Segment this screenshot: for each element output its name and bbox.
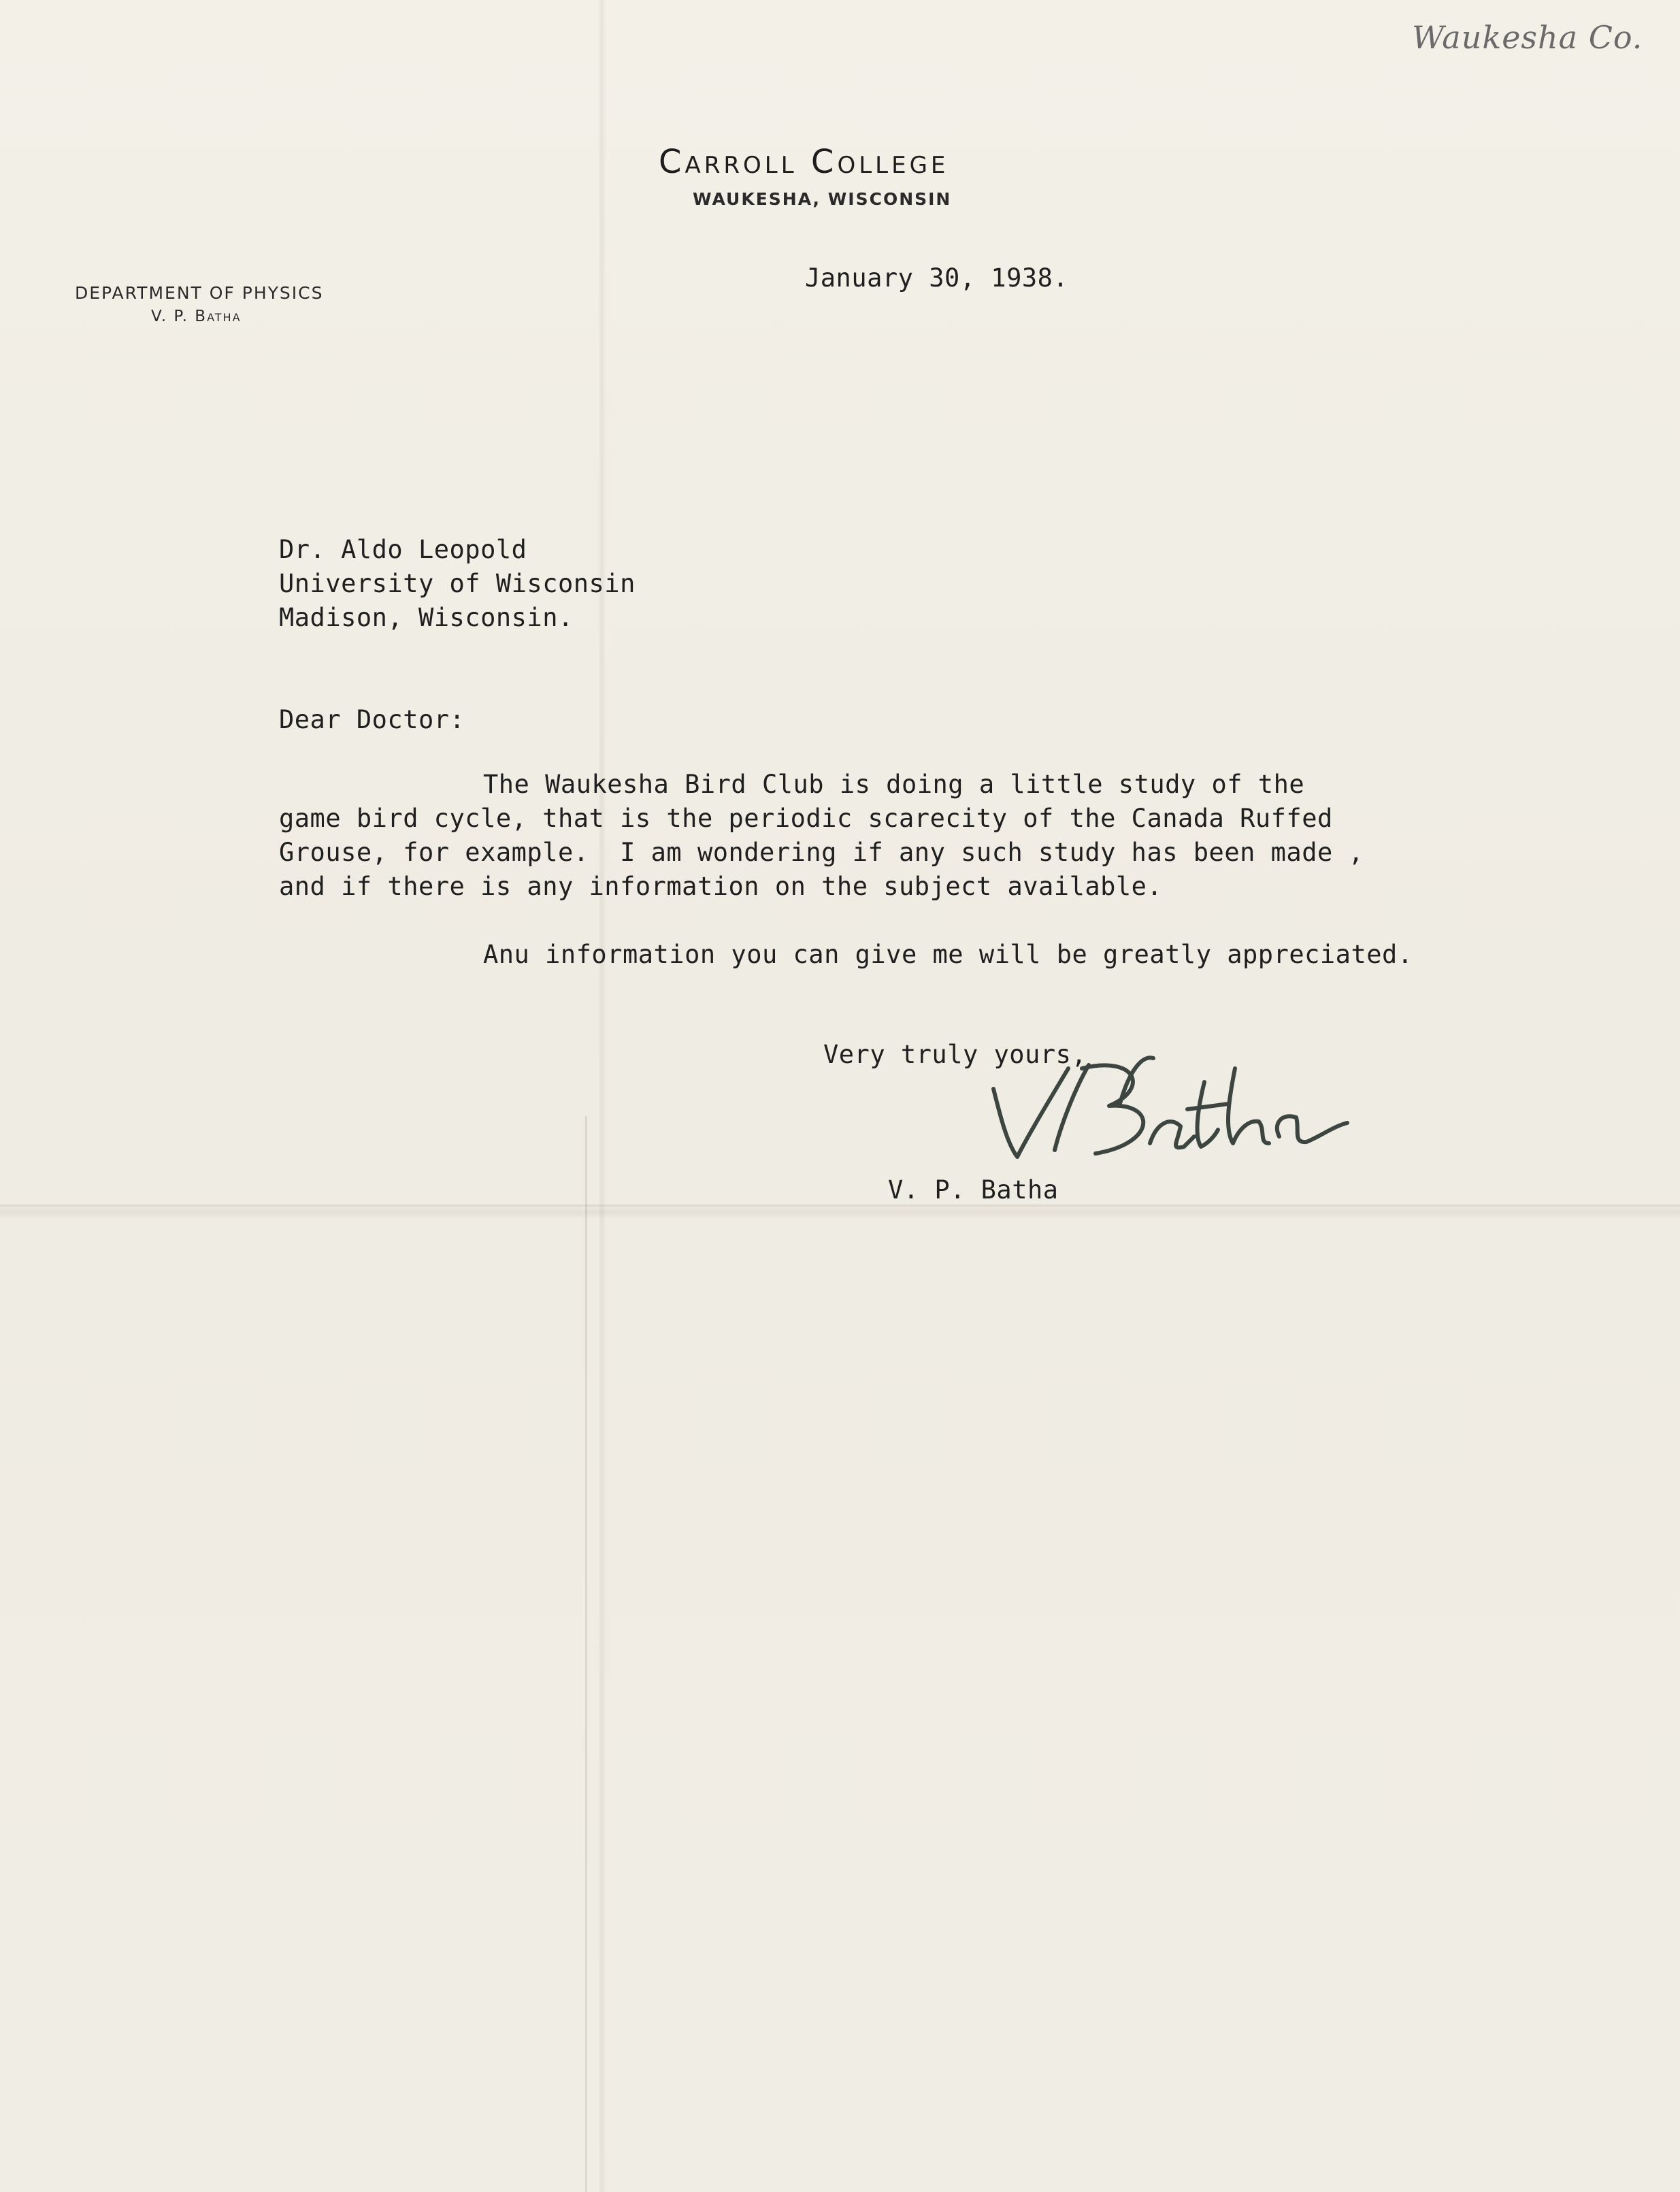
body-line: The Waukesha Bird Club is doing a little study of the bbox=[483, 770, 1305, 799]
body-line: Anu information you can give me will be greatly appreciated. bbox=[483, 940, 1413, 969]
fold-crease-horizontal bbox=[0, 1205, 1680, 1207]
typed-signature-name: V. P. Batha bbox=[888, 1175, 1059, 1205]
recipient-line: University of Wisconsin bbox=[279, 569, 636, 598]
handwritten-signature bbox=[980, 1041, 1374, 1177]
closing: Very truly yours, bbox=[823, 1040, 1087, 1069]
letterhead-department-head: V. P. Batha bbox=[151, 308, 242, 325]
salutation: Dear Doctor: bbox=[279, 705, 465, 734]
handwritten-note: Waukesha Co. bbox=[1412, 19, 1643, 56]
body-line: Grouse, for example. I am wondering if any such study has been made , bbox=[279, 838, 1364, 867]
letterhead-location: WAUKESHA, WISCONSIN bbox=[693, 189, 952, 209]
body-line: and if there is any information on the subject available. bbox=[279, 872, 1163, 901]
body-line: game bird cycle, that is the periodic scarecity of the Canada Ruffed bbox=[279, 804, 1333, 833]
recipient-line: Dr. Aldo Leopold bbox=[279, 535, 527, 564]
letterhead-department: DEPARTMENT OF PHYSICS bbox=[75, 283, 324, 303]
fold-crease-vertical bbox=[585, 1116, 587, 2192]
letterhead-institution: Carroll College bbox=[659, 143, 949, 181]
letter-date: January 30, 1938. bbox=[805, 263, 1069, 293]
recipient-line: Madison, Wisconsin. bbox=[279, 603, 574, 632]
